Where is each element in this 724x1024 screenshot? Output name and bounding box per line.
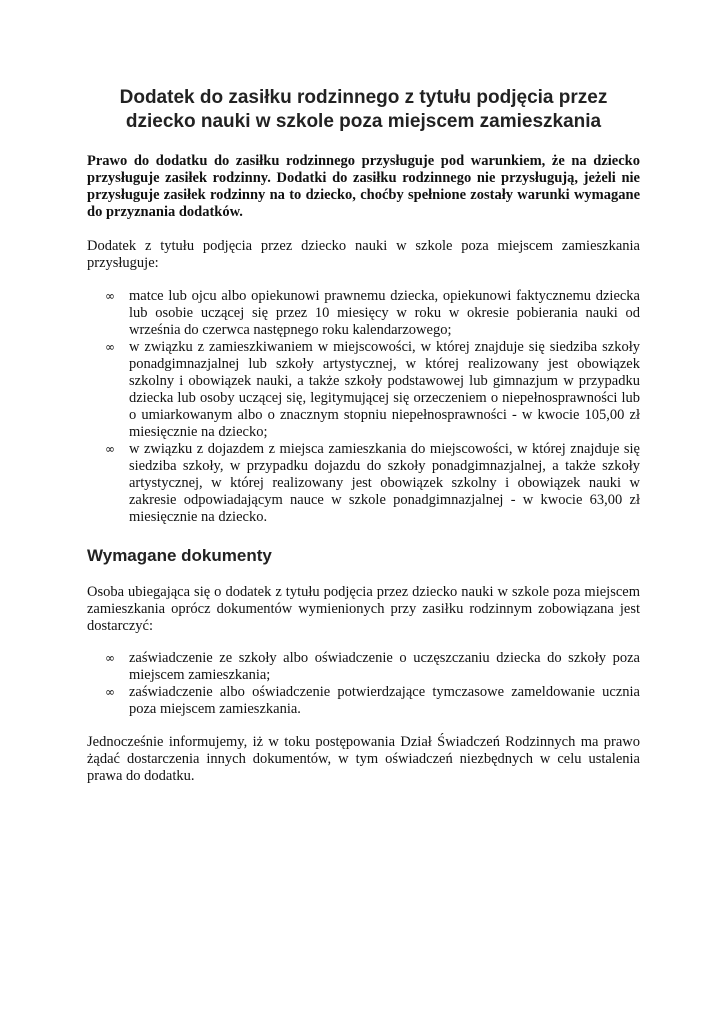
list-item xyxy=(87,441,640,526)
documents-intro: Osoba ubiegająca się o dodatek z tytułu podjęcia przez dziecko nauki w szkole poza miejscem zamieszkania oprócz dokumentów wymienionych przy zasiłku rodzinnym zobowiązana jest dostarczyć: xyxy=(87,584,640,634)
list-item-text: w związku z dojazdem z miejsca zamieszkania do miejscowości, w której znajduje się siedziba szkoły, w przypadku dojazdu do szkoły ponadgimnazjalnej, a także szkoły artystycznej, w której realizowany jest obowiązek szkolny i obowiązek nauki w zakresie odpowiadającym nauce w szkole ponadgimnazjalnej - w kwocie 63,00 zł miesięcznie na dziecko. xyxy=(129,441,640,525)
infinity-bullet-icon: ∞ xyxy=(105,685,115,699)
page-title: Dodatek do zasiłku rodzinnego z tytułu podjęcia przez dziecko nauki w szkole poza miejscem zamieszkania xyxy=(119,87,608,132)
list-item xyxy=(87,339,640,441)
list-item xyxy=(87,288,640,339)
list-item xyxy=(87,684,640,718)
documents-heading: Wymagane dokumenty xyxy=(87,546,272,565)
entitlement-list xyxy=(87,288,640,526)
infinity-bullet-icon: ∞ xyxy=(105,651,115,665)
documents-list xyxy=(87,650,640,718)
closing-paragraph: Jednocześnie informujemy, iż w toku postępowania Dział Świadczeń Rodzinnych ma prawo żądać dostarczenia innych dokumentów, w tym oświadczeń niezbędnych w celu ustalenia prawa do dodatku. xyxy=(87,734,640,784)
document-page xyxy=(87,86,640,785)
list-item-text: zaświadczenie ze szkoły albo oświadczenie o uczęszczaniu dziecka do szkoły poza miejscem zamieszkania; xyxy=(129,650,640,683)
infinity-bullet-icon: ∞ xyxy=(105,340,115,354)
infinity-bullet-icon: ∞ xyxy=(105,289,115,303)
list-item xyxy=(87,650,640,684)
lead-paragraph: Prawo do dodatku do zasiłku rodzinnego przysługuje pod warunkiem, że na dziecko przysługuje zasiłek rodzinny. Dodatki do zasiłku rodzinnego nie przysługują, jeżeli nie przysługuje zasiłek rodzinny na to dziecko, choćby spełnione zostały warunki wymagane do przyznania dodatków. xyxy=(87,153,640,220)
list-item-text: w związku z zamieszkiwaniem w miejscowości, w której znajduje się siedziba szkoły ponadgimnazjalnej lub szkoły artystycznej, w której realizowany jest obowiązek szkolny i obowiązek nauki, a także szkoły podstawowej lub gimnazjum w przypadku dziecka lub osoby uczącej się, legitymującej się orzeczeniem o niepełnosprawności lub o umiarkowanym albo o znacznym stopniu niepełnosprawności - w kwocie 105,00 zł miesięcznie na dziecko; xyxy=(129,339,640,440)
list-item-text: matce lub ojcu albo opiekunowi prawnemu dziecka, opiekunowi faktycznemu dziecka lub osobie uczącej się przez 10 miesięcy w roku w okresie pobierania nauki od września do czerwca następnego roku kalendarzowego; xyxy=(129,288,640,338)
list-item-text: zaświadczenie albo oświadczenie potwierdzające tymczasowe zameldowanie ucznia poza miejscem zamieszkania. xyxy=(129,684,640,717)
entitlement-intro: Dodatek z tytułu podjęcia przez dziecko nauki w szkole poza miejscem zamieszkania przysługuje: xyxy=(87,238,640,271)
infinity-bullet-icon: ∞ xyxy=(105,442,115,456)
